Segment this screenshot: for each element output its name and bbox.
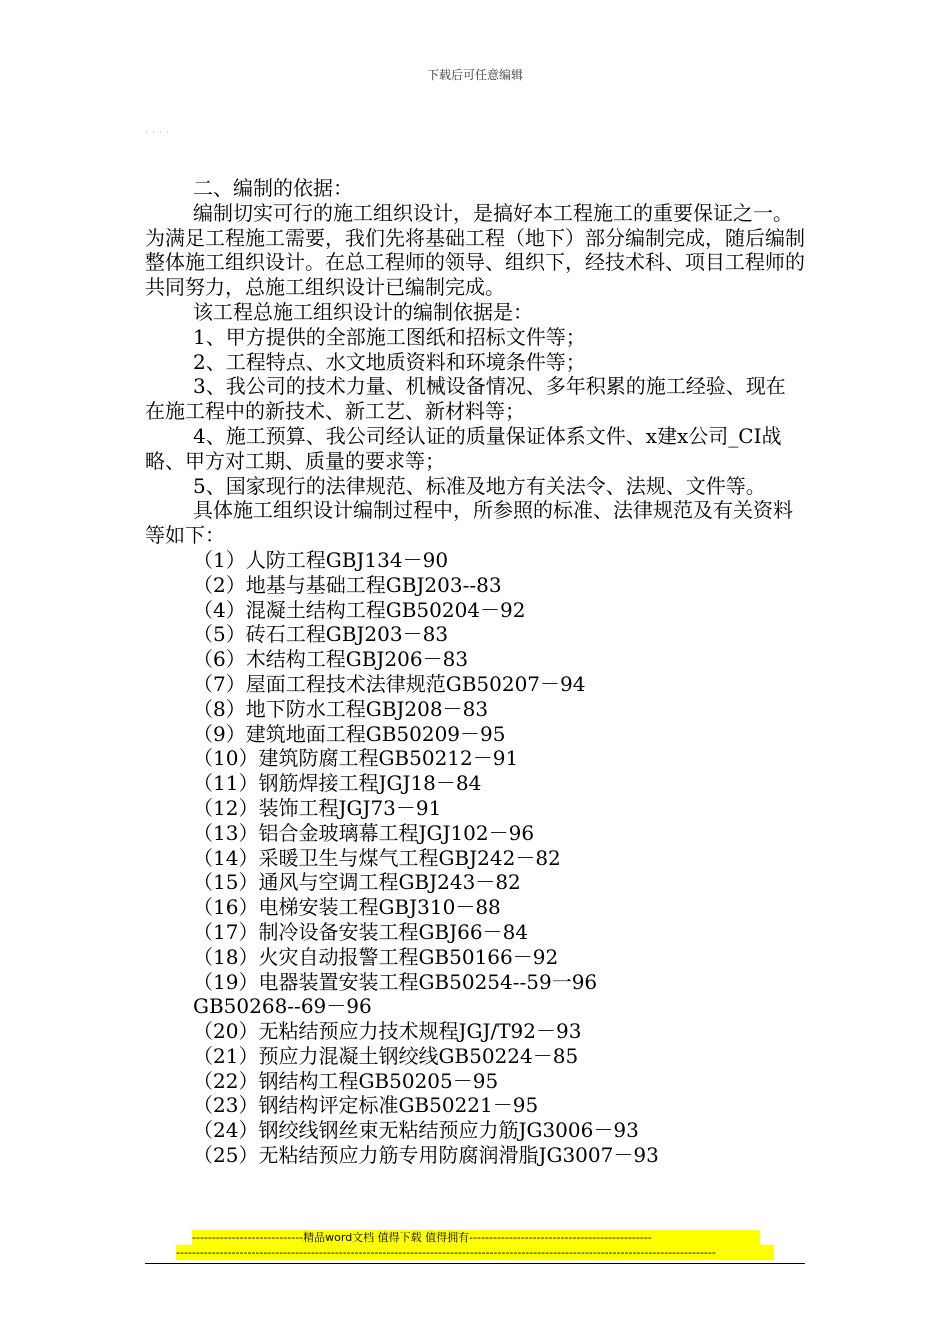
basis-item-4: 4、施工预算、我公司经认证的质量保证体系文件、x建x公司_CI战略、甲方对工期、质量的要求等； (145, 423, 782, 473)
list-item: （13）铝合金玻璃幕工程JGJ102－96 (193, 820, 535, 845)
list-item: （4）混凝土结构工程GB50204－92 (193, 597, 526, 622)
page-header-note: 下载后可任意编辑 (426, 68, 523, 82)
basis-item-1: 1、甲方提供的全部施工图纸和招标文件等； (193, 324, 586, 349)
list-item: （9）建筑地面工程GB50209－95 (193, 721, 506, 746)
list-item: （22）钢结构工程GB50205－95 (193, 1068, 499, 1093)
footer-dash-line: ---------------------------------------------------------------------------------------------------------------------------------------- (176, 1245, 774, 1260)
standards-list (145, 548, 805, 1168)
list-item: （19）电器装置安装工程GB50254--59一96 (193, 969, 598, 994)
list-item: （10）建筑防腐工程GB50212－91 (193, 746, 519, 771)
list-item: （16）电梯安装工程GBJ310－88 (193, 895, 501, 920)
list-item: （15）通风与空调工程GBJ243－82 (193, 870, 521, 895)
list-item: （1）人防工程GBJ134－90 (193, 547, 449, 572)
list-item: （24）钢绞线钢丝束无粘结预应力筋JG3006－93 (193, 1118, 639, 1143)
standards-intro: 具体施工组织设计编制过程中，所参照的标准、法律规范及有关资料等如下： (145, 498, 793, 548)
list-item: （21）预应力混凝土钢绞线GB50224－85 (193, 1043, 579, 1068)
list-item: （7）屋面工程技术法律规范GB50207－94 (193, 671, 586, 696)
basis-item-3: 3、我公司的技术力量、机械设备情况、多年积累的施工经验、现在在施工程中的新技术、新工艺、新材料等； (145, 374, 786, 424)
footer-rule (145, 1263, 805, 1264)
list-item: （11）钢筋焊接工程JGJ18－84 (193, 771, 482, 796)
list-item-continuation: GB50268--69－96 (193, 994, 372, 1019)
list-item: （8）地下防水工程GBJ208－83 (193, 696, 489, 721)
list-item: （5）砖石工程GBJ203－83 (193, 622, 449, 647)
list-item: （12）装饰工程JGJ73－91 (193, 795, 442, 820)
list-item: （18）火灾自动报警工程GB50166－92 (193, 944, 559, 969)
list-item: （20）无粘结预应力技术规程JGJ/T92－93 (193, 1019, 582, 1044)
list-item: （17）制冷设备安装工程GBJ66－84 (193, 919, 529, 944)
basis-item-5: 5、国家现行的法律规范、标准及地方有关法令、法规、文件等。 (193, 473, 766, 498)
footer-watermark-line: ----------------------------精品word文档 值得下载 值得拥有---------------------------------------------- (192, 1230, 760, 1245)
section-heading: 二、编制的依据： (193, 176, 353, 200)
list-item: （14）采暖卫生与煤气工程GBJ242－82 (193, 845, 561, 870)
list-item: （6）木结构工程GBJ206－83 (193, 647, 469, 672)
document-body (145, 176, 805, 1168)
basis-item-2: 2、工程特点、水文地质资料和环境条件等； (193, 349, 586, 374)
list-item: （23）钢结构评定标准GB50221－95 (193, 1093, 539, 1118)
list-item: （2）地基与基础工程GBJ203--83 (193, 572, 502, 597)
list-item: （25）无粘结预应力筋专用防腐润滑脂JG3007－93 (193, 1143, 659, 1168)
basis-intro: 该工程总施工组织设计的编制依据是： (193, 299, 533, 324)
intro-paragraph: 编制切实可行的施工组织设计，是搞好本工程施工的重要保证之一。为满足工程施工需要，我们先将基础工程（地下）部分编制完成，随后编制整体施工组织设计。在总工程师的领导、组织下，经技术科、项目工程师的共同努力，总施工组织设计已编制完成。 (145, 200, 805, 300)
header-dots: · · · · (145, 128, 170, 137)
